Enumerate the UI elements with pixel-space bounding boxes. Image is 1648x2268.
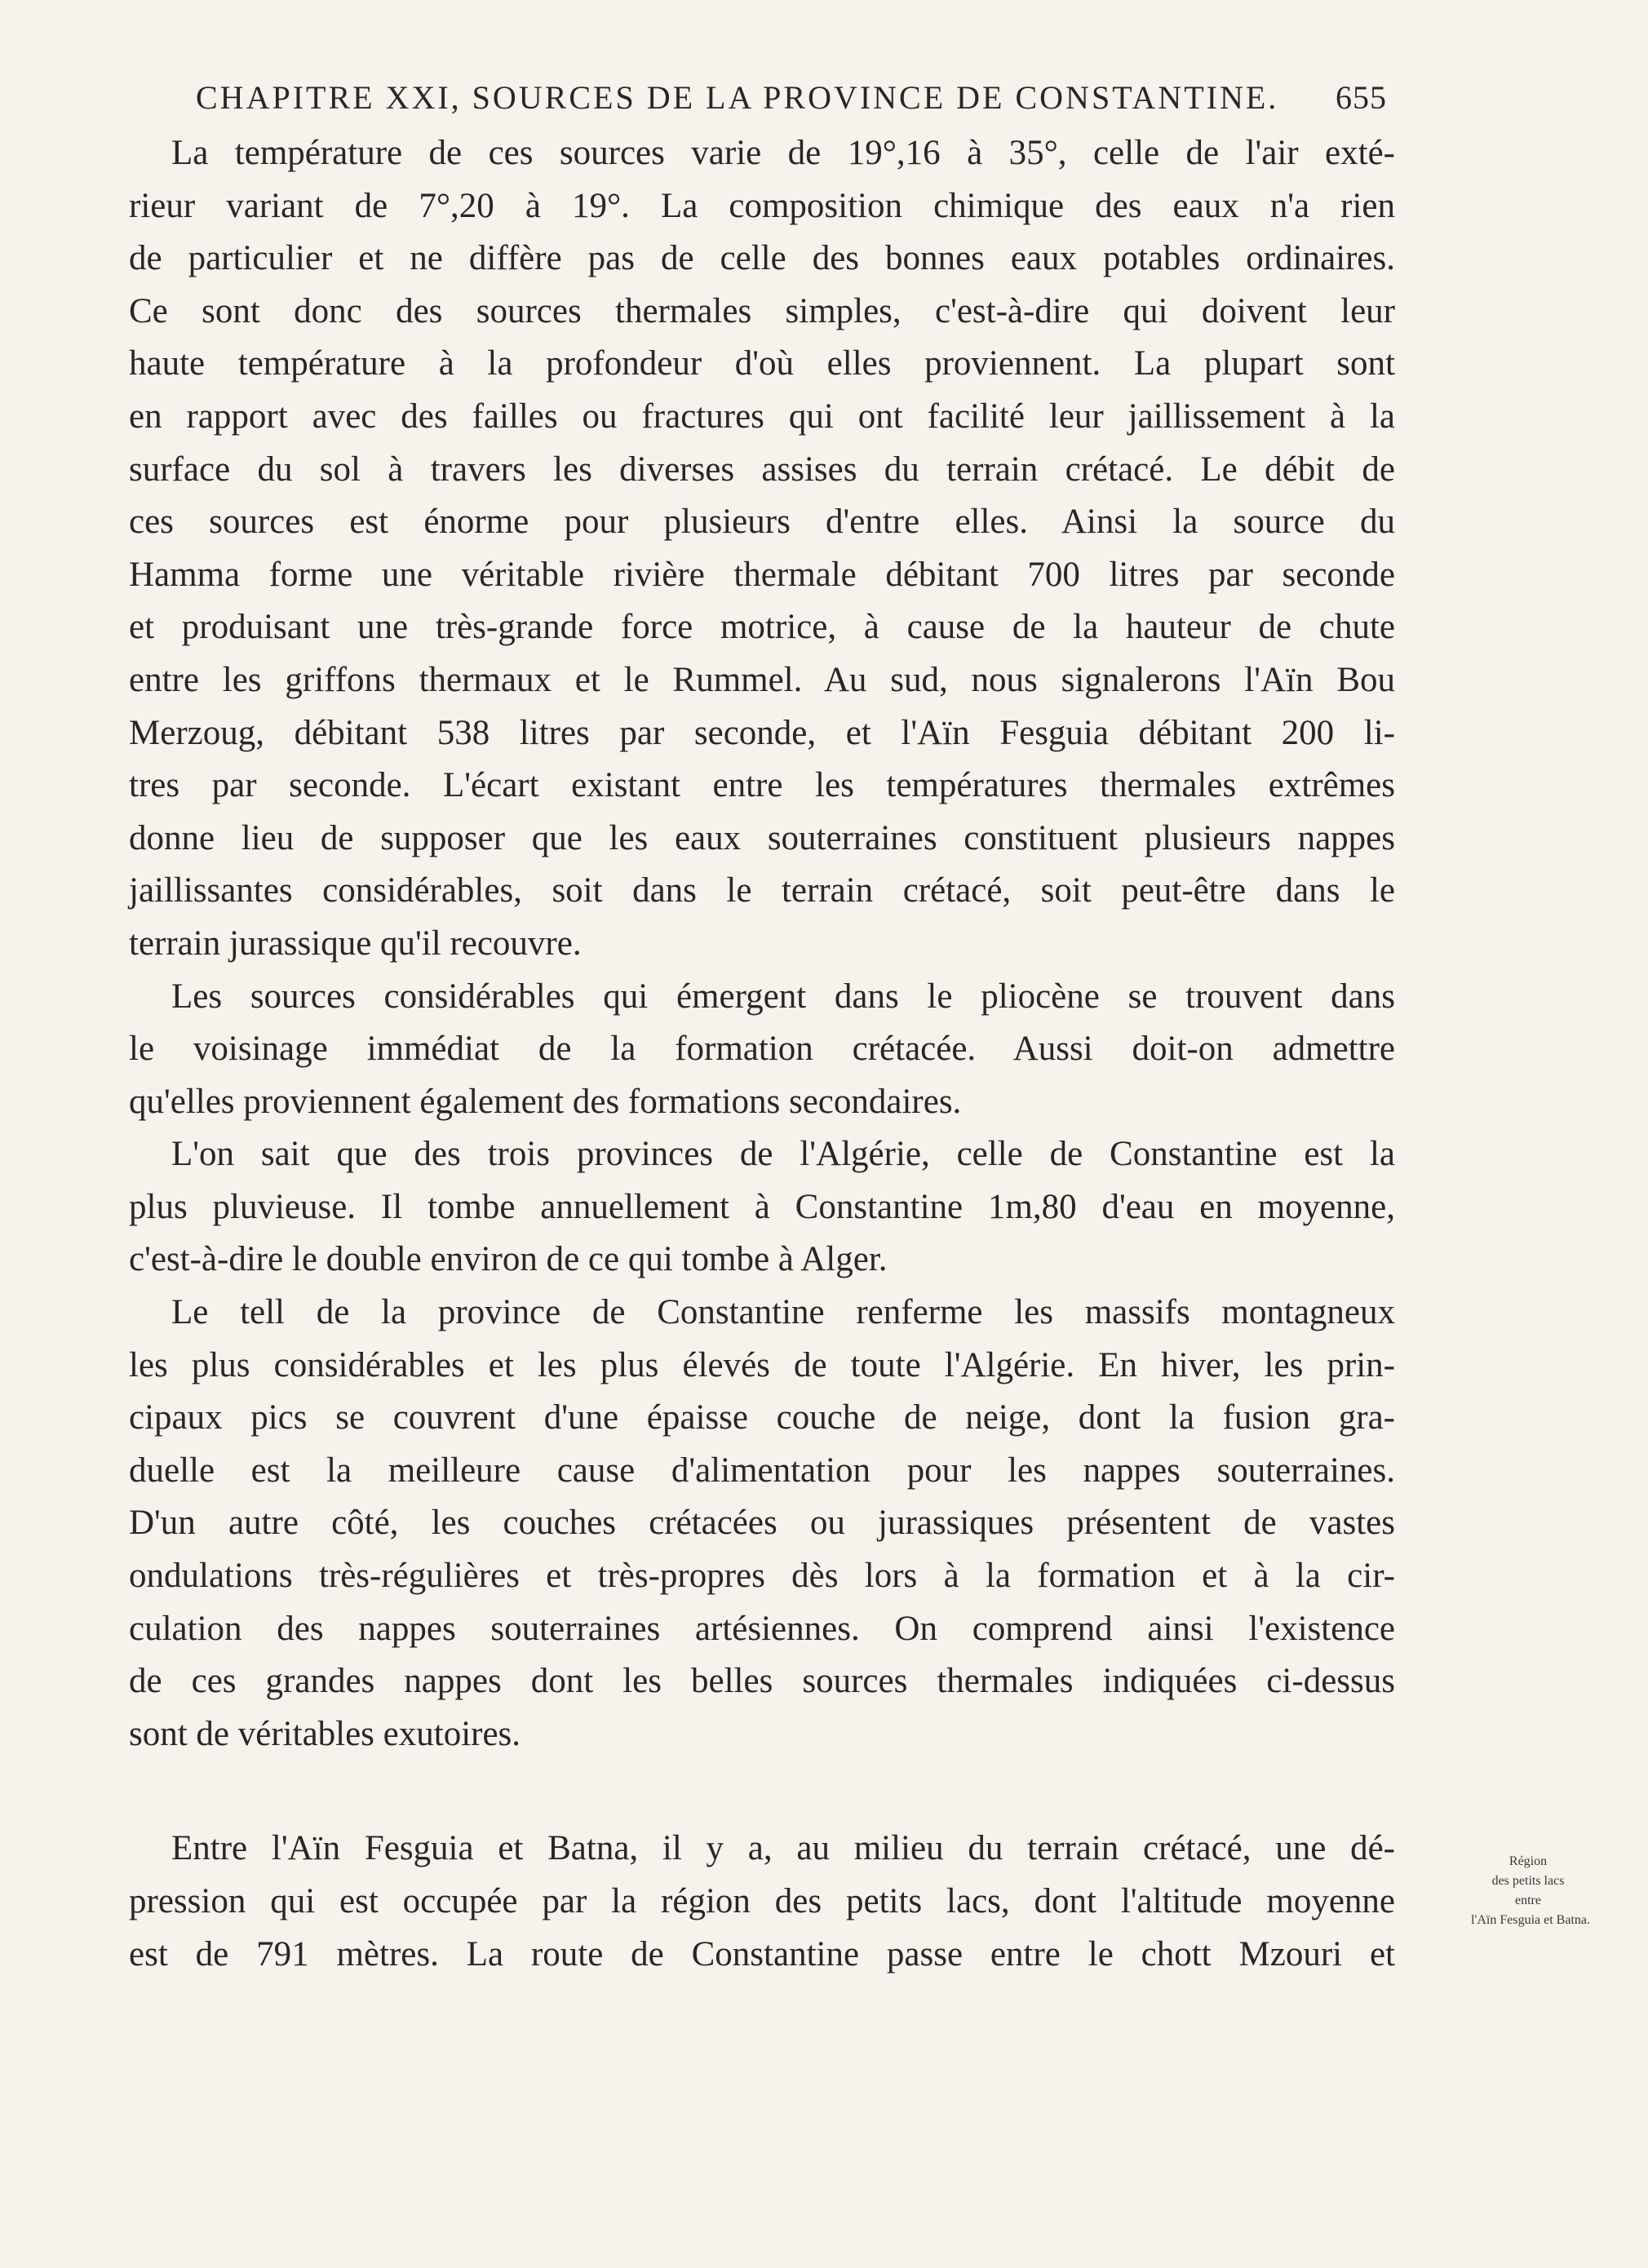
text-line: rieur variant de 7°,20 à 19°. La composition chimique des eaux n'a rien [129,186,1395,225]
paragraph-rainfall [129,1128,1395,1287]
text-line: donne lieu de supposer que les eaux souterraines constituent plusieurs nappes [129,818,1395,857]
paragraph-thermal-sources [129,127,1395,971]
margin-note [1410,1852,1646,1930]
paragraph-petits-lacs [129,1823,1395,1981]
text-line: et produisant une très-grande force motrice, à cause de la hauteur de chute [129,608,1395,647]
text-line: le voisinage immédiat de la formation crétacée. Aussi doit-on admettre [129,1030,1395,1069]
text-line: haute température à la profondeur d'où elles proviennent. La plupart sont [129,344,1395,383]
body-text [129,127,1395,1981]
text-line: culation des nappes souterraines artésiennes. On comprend ainsi l'existence [129,1609,1395,1648]
paragraph-pliocene-sources [129,971,1395,1129]
running-header [196,78,1387,127]
text-line: La température de ces sources varie de 19°,16 à 35°, celle de l'air exté- [171,134,1395,172]
text-line: Merzoug, débitant 538 litres par seconde, et l'Aïn Fesguia débitant 200 li- [129,713,1395,752]
text-line: de ces grandes nappes dont les belles sources thermales indiquées ci-dessus [129,1662,1395,1701]
section-gap [129,1761,1395,1823]
text-line: les plus considérables et les plus élevés de toute l'Algérie. En hiver, les prin- [129,1345,1395,1384]
text-line: Le tell de la province de Constantine renferme les massifs montagneux [171,1293,1395,1332]
text-line: de particulier et ne diffère pas de celle des bonnes eaux potables ordinaires. [129,239,1395,278]
text-line: ces sources est énorme pour plusieurs d'entre elles. Ainsi la source du [129,503,1395,542]
text-line: en rapport avec des failles ou fractures qui ont facilité leur jaillissement à la [129,396,1395,436]
text-line: est de 791 mètres. La route de Constantine passe entre le chott Mzouri et [129,1934,1395,1973]
margin-note-line: des petits lacs [1491,1874,1565,1888]
text-line: qu'elles proviennent également des formations secondaires. [129,1082,962,1121]
text-line: cipaux pics se couvrent d'une épaisse couche de neige, dont la fusion gra- [129,1398,1395,1437]
text-line: c'est-à-dire le double environ de ce qui tombe à Alger. [129,1240,888,1279]
page-number: 655 [1336,79,1387,116]
text-line: pression qui est occupée par la région des petits lacs, dont l'altitude moyenne [129,1882,1395,1920]
text-line: plus pluvieuse. Il tombe annuellement à Constantine 1m,80 d'eau en moyenne, [129,1187,1395,1226]
text-line: D'un autre côté, les couches crétacées ou jurassiques présentent de vastes [129,1504,1395,1543]
text-line: terrain jurassique qu'il recouvre. [129,924,582,963]
margin-note-line: Région [1508,1854,1548,1868]
text-line: Hamma forme une véritable rivière thermale débitant 700 litres par seconde [129,555,1395,594]
text-line: Les sources considérables qui émergent dans le pliocène se trouvent dans [171,977,1395,1016]
text-line: surface du sol à travers les diverses assises du terrain crétacé. Le débit de [129,450,1395,489]
text-line: Entre l'Aïn Fesguia et Batna, il y a, au milieu du terrain crétacé, une dé- [171,1829,1395,1868]
margin-note-line: l'Aïn Fesguia et Batna. [1471,1913,1590,1927]
text-line: ondulations très-régulières et très-propres dès lors à la formation et à la cir- [129,1557,1395,1596]
text-line: sont de véritables exutoires. [129,1714,521,1753]
running-title: CHAPITRE XXI, SOURCES DE LA PROVINCE DE CONSTANTINE. [196,79,1279,116]
paragraph-tell-massifs [129,1287,1395,1761]
text-line: entre les griffons thermaux et le Rummel. Au sud, nous signalerons l'Aïn Bou [129,660,1395,699]
margin-note-line: entre [1515,1894,1541,1907]
text-line: jaillissantes considérables, soit dans le terrain crétacé, soit peut-être dans le [129,871,1395,910]
text-line: Ce sont donc des sources thermales simples, c'est-à-dire qui doivent leur [129,291,1395,330]
text-line: L'on sait que des trois provinces de l'Algérie, celle de Constantine est la [171,1135,1395,1174]
text-line: duelle est la meilleure cause d'alimentation pour les nappes souterraines. [129,1451,1395,1490]
text-line: tres par seconde. L'écart existant entre les températures thermales extrêmes [129,766,1395,805]
